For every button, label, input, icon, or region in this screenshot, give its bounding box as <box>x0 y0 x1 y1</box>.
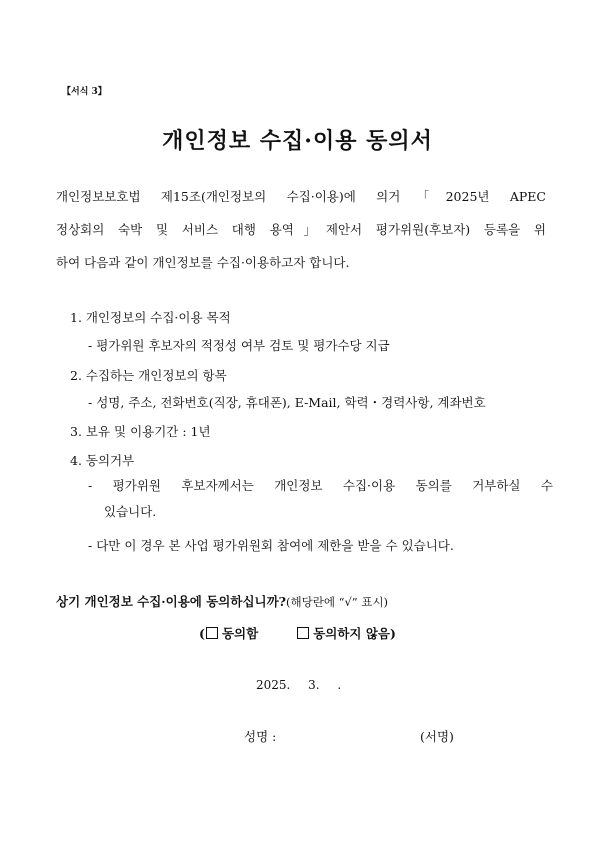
choices-open-paren: ( <box>199 626 205 641</box>
section-3-heading: 3. 보유 및 이용기간 : 1년 <box>70 424 211 439</box>
section-4-heading: 4. 동의거부 <box>70 453 135 468</box>
intro-paragraph <box>56 180 546 279</box>
section-2-item: - 성명, 주소, 전화번호(직장, 휴대폰), E-Mail, 학력・경력사항, 계좌번호 <box>88 395 486 410</box>
disagree-label: 동의하지 않음 <box>313 626 391 641</box>
choices-close-paren: ) <box>390 626 396 641</box>
consent-question-hint: (해당란에 “√” 표시) <box>286 595 389 609</box>
form-number-tag: 【서식 3】 <box>62 87 107 97</box>
section-4-item-1-line-1: - 평가위원 후보자께서는 개인정보 수집·이용 동의를 거부하실 수 <box>88 478 553 493</box>
intro-line-3: 하여 다음과 같이 개인정보를 수집·이용하고자 합니다. <box>56 255 350 270</box>
document-date: 2025. 3. . <box>256 678 342 692</box>
section-4-item-1-line-2: 있습니다. <box>104 504 157 519</box>
agree-label: 동의함 <box>221 626 259 641</box>
consent-question <box>56 592 388 610</box>
disagree-checkbox[interactable] <box>297 627 309 639</box>
document-title: 개인정보 수집·이용 동의서 <box>162 128 433 154</box>
name-label: 성명 : <box>244 729 277 744</box>
signature-label: (서명) <box>420 729 454 744</box>
intro-line-2: 정상회의 숙박 및 서비스 대행 용역」제안서 평가위원(후보자) 등록을 위 <box>56 222 546 237</box>
agree-checkbox[interactable] <box>206 627 218 639</box>
agree-option[interactable] <box>205 624 258 642</box>
section-2-heading: 2. 수집하는 개인정보의 항목 <box>70 368 227 383</box>
consent-question-text: 상기 개인정보 수집·이용에 동의하십니까? <box>56 594 287 609</box>
consent-choices <box>0 624 595 642</box>
intro-line-1: 개인정보보호법 제15조(개인정보의 수집·이용)에 의거「2025년 APEC <box>56 189 546 204</box>
disagree-option[interactable] <box>296 624 390 642</box>
section-1-heading: 1. 개인정보의 수집·이용 목적 <box>70 310 231 325</box>
section-1-item: - 평가위원 후보자의 적정성 여부 검토 및 평가수당 지급 <box>88 338 390 353</box>
section-4-item-1 <box>88 473 553 525</box>
section-4-item-2: - 다만 이 경우 본 사업 평가위원회 참여에 제한을 받을 수 있습니다. <box>88 538 454 553</box>
